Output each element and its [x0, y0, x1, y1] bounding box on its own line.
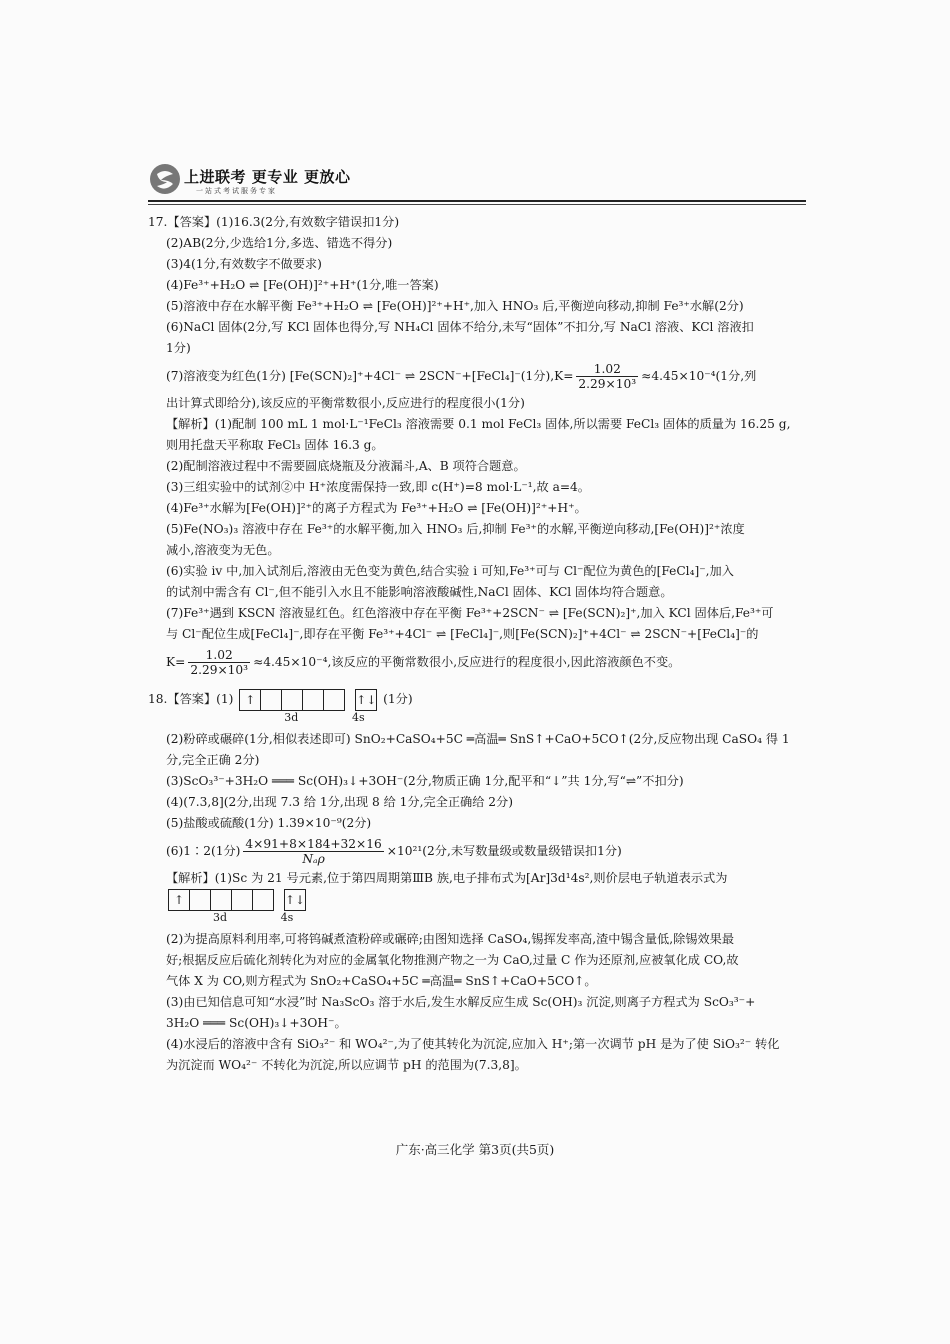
- q18-density-numerator: 4×91+8×184+32×16: [245, 837, 382, 851]
- q18-explain-2: (2)为提高原料利用率,可将钨碱煮渣粉碎或碾碎;由图知选择 CaSO₄,锡挥发率高,渣中锡含量低,除锡效果最: [166, 932, 735, 946]
- q17-k-denominator: 2.29×10³: [578, 377, 637, 391]
- q17-answer-5: (5)溶液中存在水解平衡 Fe³⁺+H₂O ⇌ [Fe(OH)]²⁺+H⁺,加入 HNO₃ 后,平衡逆向移动,抑制 Fe³⁺水解(2分): [166, 299, 744, 313]
- orbital-3d-box: [323, 689, 345, 711]
- header-rule-thin: [148, 204, 806, 205]
- label-3d: 3d: [212, 911, 228, 924]
- q17-explain-6b: 的试剂中需含有 Cl⁻,但不能引入水且不能影响溶液酸碱性,NaCl 固体、KCl 固体均符合题意。: [166, 585, 673, 599]
- q18-answer-3: (3)ScO₃³⁻+3H₂O ═══ Sc(OH)₃↓+3OH⁻(2分,物质正确 1分,配平和“↓”共 1分,写“⇌”不扣分): [166, 774, 684, 788]
- answer-content: [148, 212, 806, 1076]
- q18-density-denominator: Nₐρ: [302, 852, 325, 866]
- q18-answer-6-pre: (6)1∶2(1分): [166, 844, 241, 858]
- q17-answer-3: (3)4(1分,有效数字不做要求): [166, 257, 322, 271]
- q17-explain-2: (2)配制溶液过程中不需要圆底烧瓶及分液漏斗,A、B 项符合题意。: [166, 459, 526, 473]
- q17-answer-7b: 出计算式即给分),该反应的平衡常数很小,反应进行的程度很小(1分): [166, 396, 525, 410]
- q17-explain-1b: 则用托盘天平称取 FeCl₃ 固体 16.3 g。: [166, 438, 384, 452]
- orbital-diagram-explain: [168, 889, 306, 925]
- orbital-3d-box: [302, 689, 324, 711]
- q17-k-fraction: [576, 362, 638, 391]
- q18-explain-1: 【解析】(1)Sc 为 21 号元素,位于第四周期第ⅢB 族,电子排布式为[Ar]3d¹4s²,则价层电子轨道表示式为: [166, 871, 728, 885]
- q18-explain-3b: 3H₂O ═══ Sc(OH)₃↓+3OH⁻。: [166, 1016, 347, 1030]
- q17-answer-7-post: ≈4.45×10⁻⁴(1分,列: [641, 369, 757, 383]
- q17-answer-4: (4)Fe³⁺+H₂O ⇌ [Fe(OH)]²⁺+H⁺(1分,唯一答案): [166, 278, 439, 292]
- q17-explain-denominator: 2.29×10³: [190, 663, 249, 677]
- q17-answer-7: [148, 359, 806, 393]
- q17-explain-7c: [148, 645, 806, 679]
- subslogan: 一站式考试服务专家: [196, 187, 277, 195]
- orbital-3d-box: [252, 889, 274, 911]
- q17-explain-3: (3)三组实验中的试剂②中 H⁺浓度需保持一致,即 c(H⁺)=8 mol·L⁻¹,故 a=4。: [166, 480, 590, 494]
- orbital-labels: [239, 711, 377, 725]
- q17-explain-numerator: 1.02: [188, 648, 250, 663]
- q18-answer-6: [148, 834, 806, 868]
- q18-explain-3: (3)由已知信息可知“水浸”时 Na₃ScO₃ 溶于水后,发生水解反应生成 Sc(OH)₃ 沉淀,则离子方程式为 ScO₃³⁻+: [166, 995, 756, 1009]
- orbital-4s-box: ↑↓: [355, 689, 377, 711]
- orbital-3d-box: ↑: [168, 889, 190, 911]
- q18-density-fraction: [243, 837, 383, 866]
- q17-explain-4: (4)Fe³⁺水解为[Fe(OH)]²⁺的离子方程式为 Fe³⁺+H₂O ⇌ [Fe(OH)]²⁺+H⁺。: [166, 501, 587, 515]
- q18-answer-score: (1分): [383, 692, 413, 706]
- q17-explain-7b: 与 Cl⁻配位生成[FeCl₄]⁻,即存在平衡 Fe³⁺+4Cl⁻ ⇌ [FeCl₄]⁻,则[Fe(SCN)₂]⁺+4Cl⁻ ⇌ 2SCN⁻+[FeCl₄]⁻的: [166, 627, 759, 641]
- q17-explain-fraction: [188, 648, 250, 677]
- q18-explain-4b: 为沉淀而 WO₄²⁻ 不转化为沉淀,所以应调节 pH 的范围为(7.3,8]。: [166, 1058, 527, 1072]
- q17-answer-2: (2)AB(2分,少选给1分,多选、错选不得分): [166, 236, 393, 250]
- orbital-3d-box: [210, 889, 232, 911]
- q18-answer-2b: 分,完全正确 2分): [166, 753, 260, 767]
- orbital-boxes: [168, 889, 306, 911]
- q18-answer-2: (2)粉碎或碾碎(1分,相似表述即可) SnO₂+CaSO₄+5C ═高温═ SnS↑+CaO+5CO↑(2分,反应物出现 CaSO₄ 得 1: [166, 732, 790, 746]
- q18-answer-label: 18.【答案】(1): [148, 692, 234, 706]
- orbital-3d-box: [281, 689, 303, 711]
- header-rule: [148, 200, 806, 202]
- logo-icon: [148, 162, 182, 196]
- q17-explain-7: (7)Fe³⁺遇到 KSCN 溶液显红色。红色溶液中存在平衡 Fe³⁺+2SCN⁻ ⇌ [Fe(SCN)₂]⁺,加入 KCl 固体后,Fe³⁺可: [166, 606, 774, 620]
- q18-explain-orbital: [148, 889, 806, 929]
- q17-answer-7-pre: (7)溶液变为红色(1分) [Fe(SCN)₂]⁺+4Cl⁻ ⇌ 2SCN⁻+[FeCl₄]⁻(1分),K=: [166, 369, 574, 383]
- label-4s: 4s: [280, 911, 294, 924]
- q17-explain-7c-pre: K=: [166, 655, 186, 669]
- page-footer: 广东·高三化学 第3页(共5页): [395, 1142, 555, 1157]
- q18-explain-2c: 气体 X 为 CO,则方程式为 SnO₂+CaSO₄+5C ═高温═ SnS↑+CaO+5CO↑。: [166, 974, 597, 988]
- q17-explain-7c-post: ≈4.45×10⁻⁴,该反应的平衡常数很小,反应进行的程度很小,因此溶液颜色不变。: [253, 655, 681, 669]
- q18-answer-5: (5)盐酸或硫酸(1分) 1.39×10⁻⁹(2分): [166, 816, 372, 830]
- q18-answer-4: (4)(7.3,8](2分,出现 7.3 给 1分,出现 8 给 1分,完全正确给 2分): [166, 795, 513, 809]
- q17-explain-6: (6)实验 iv 中,加入试剂后,溶液由无色变为黄色,结合实验 i 可知,Fe³⁺可与 Cl⁻配位为黄色的[FeCl₄]⁻,加入: [166, 564, 734, 578]
- q17-explain-5: (5)Fe(NO₃)₃ 溶液中存在 Fe³⁺的水解平衡,加入 HNO₃ 后,抑制 Fe³⁺的水解,平衡逆向移动,[Fe(OH)]²⁺浓度: [166, 522, 745, 536]
- orbital-4s-box: ↑↓: [284, 889, 306, 911]
- label-4s: 4s: [351, 711, 365, 724]
- slogan: 上进联考 更专业 更放心: [184, 168, 351, 186]
- q18-explain-4: (4)水浸后的溶液中含有 SiO₃²⁻ 和 WO₄²⁻,为了使其转化为沉淀,应加入 H⁺;第一次调节 pH 是为了使 SiO₃²⁻ 转化: [166, 1037, 780, 1051]
- orbital-3d-box: [231, 889, 253, 911]
- orbital-diagram: [239, 689, 377, 725]
- q17-answer-6b: 1分): [166, 341, 191, 355]
- q17-explain-1: 【解析】(1)配制 100 mL 1 mol·L⁻¹FeCl₃ 溶液需要 0.1 mol FeCl₃ 固体,所以需要 FeCl₃ 固体的质量为 16.25 g,: [166, 417, 791, 431]
- q17-k-numerator: 1.02: [576, 362, 638, 377]
- orbital-labels: [168, 911, 306, 925]
- orbital-3d-box: ↑: [239, 689, 261, 711]
- orbital-3d-box: [260, 689, 282, 711]
- q17-explain-5b: 减小,溶液变为无色。: [166, 543, 280, 557]
- q17-answer-1: 17.【答案】(1)16.3(2分,有效数字错误扣1分): [148, 215, 400, 229]
- orbital-boxes: [239, 689, 377, 711]
- orbital-3d-box: [189, 889, 211, 911]
- q17-answer-6: (6)NaCl 固体(2分,写 KCl 固体也得分,写 NH₄Cl 固体不给分,未写“固体”不扣分,写 NaCl 溶液、KCl 溶液扣: [166, 320, 754, 334]
- q18-answer-6-post: ×10²¹(2分,未写数量级或数量级错误扣1分): [386, 844, 622, 858]
- label-3d: 3d: [284, 711, 299, 724]
- q18-explain-2b: 好;根据反应后硫化剂转化为对应的金属氧化物推测产物之一为 CaO,过量 C 作为还原剂,应被氧化成 CO,故: [166, 953, 739, 967]
- header: [148, 160, 806, 200]
- q18-answer-1: [148, 689, 806, 729]
